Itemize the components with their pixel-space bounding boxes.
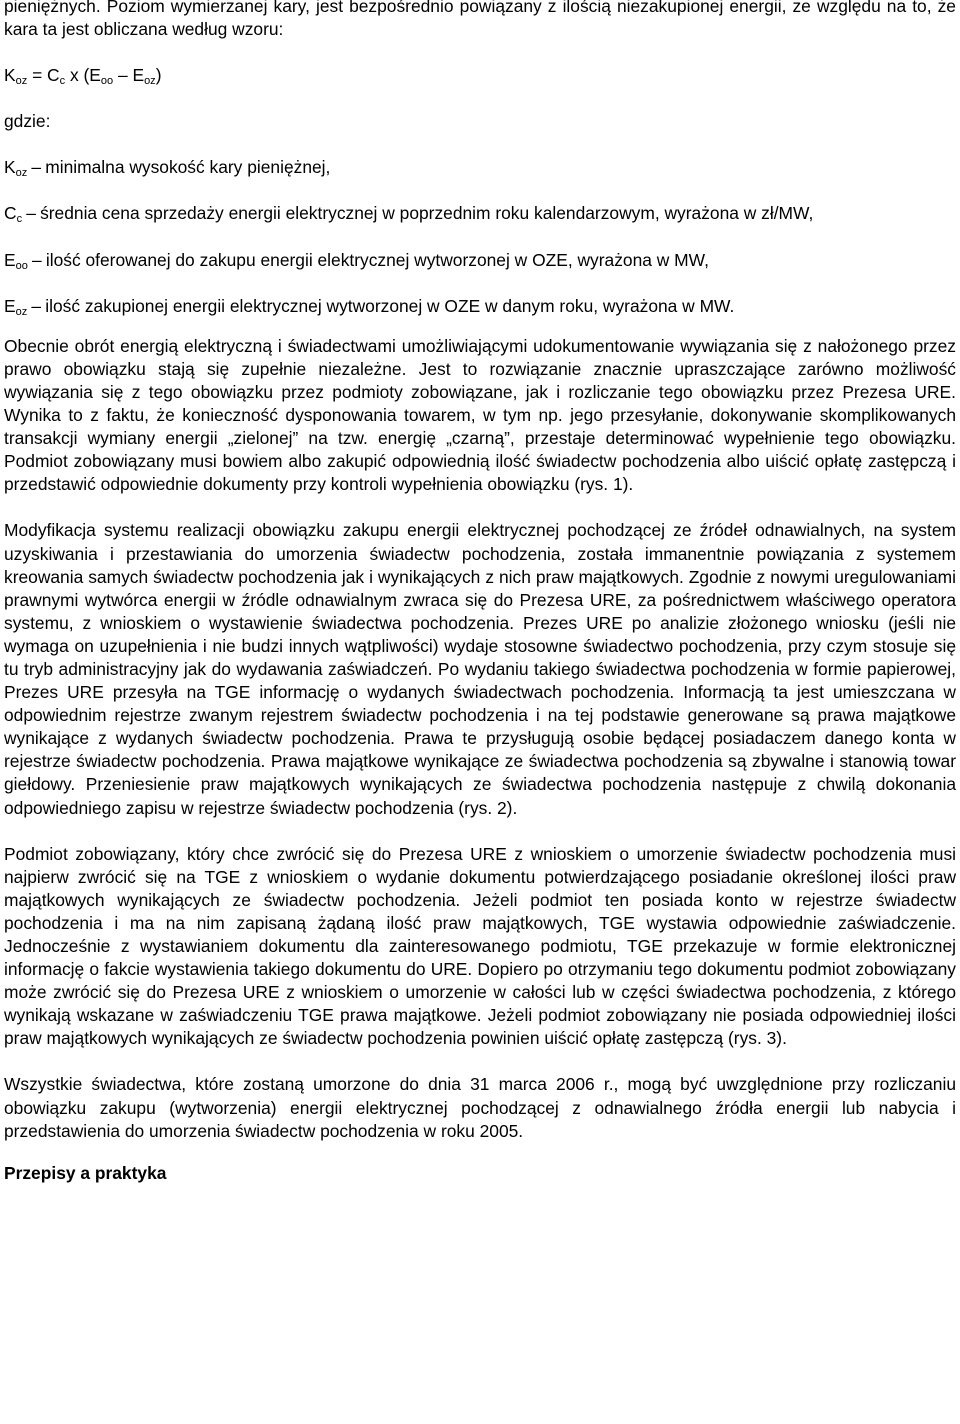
intro-line-2: względu na to, że kara ta jest obliczana według wzoru: [4, 0, 956, 40]
paragraph-obligated-entity: Podmiot zobowiązany, który chce zwrócić się do Prezesa URE z wnioskiem o umorzenie świadectw pochodzenia musi najpierw zwrócić się na TGE z wnioskiem o wydanie dokumentu potwierdzającego posiadanie określonej ilości praw majątkowych wynikających ze świadectw pochodzenia. Jeżeli podmiot ten posiada konto w rejestrze świadectw pochodzenia i ma na nim zapisaną żądaną ilość praw majątkowych, TGE wystawia odpowiednie zaświadczenie. Jednocześnie z wystawianiem dokumentu dla zainteresowanego podmiotu, TGE przekazuje w formie elektronicznej informację o fakcie wystawienia takiego dokumentu do URE. Dopiero po otrzymaniu tego dokumentu podmiot zobowiązany może zwrócić się do Prezesa URE z wnioskiem o umorzenie w całości lub w części świadectwa pochodzenia, z którego wynikają wskazane w zaświadczeniu TGE prawa majątkowe. Jeżeli podmiot zobowiązany nie posiada odpowiedniej ilości praw majątkowych wynikających ze świadectw pochodzenia powinien uiścić opłatę zastępczą (rys. 3). [4, 843, 956, 1049]
definition-c-c: $C_c$ – średnia cena sprzedaży energii elektrycznej w poprzednim roku kalendarzowym, wyrażona w zł/MW, [4, 203, 814, 226]
section-heading: Przepisy a praktyka [4, 1162, 167, 1183]
definition-e-oo: $E_{oo}$ – ilość oferowanej do zakupu energii elektrycznej wytworzonej w OZE, wyrażona w MW, [4, 249, 709, 272]
paragraph-all-certificates: Wszystkie świadectwa, które zostaną umorzone do dnia 31 marca 2006 r., mogą być uwzględnione przy rozliczaniu obowiązku zakupu (wytworzenia) energii elektrycznej pochodzącej z odnawialnego źródła energii lub nabycia i przedstawienia do umorzenia świadectw pochodzenia w roku 2005. [4, 1074, 956, 1141]
intro-paragraph [4, 0, 956, 41]
definition-k-oz: $K_{oz}$ – minimalna wysokość kary pieniężnej, [4, 157, 331, 180]
paragraph-system-modification: Modyfikacja systemu realizacji obowiązku zakupu energii elektrycznej pochodzącej ze źródeł odnawialnych, na system uzyskiwania i przestawiania do umorzenia świadectw pochodzenia, została immanentnie powiązania z systemem kreowania samych świadectw pochodzenia jak i wynikających z nich praw majątkowych. Zgodnie z nowymi uregulowaniami prawnymi wytwórca energii w źródle odnawialnym zwraca się do Prezesa URE, za pośrednictwem właściwego operatora systemu, z wnioskiem o wystawienie świadectwa pochodzenia. Prezes URE po analizie złożonego wniosku (jeśli nie wymaga on uzupełnienia i nie budzi innych wątpliwości) wydaje stosowne świadectwo pochodzenia, przy czym stosuje się tu tryb administracyjny jak do wydawania zaświadczeń. Po wydaniu takiego świadectwa pochodzenia w formie papierowej, Prezes URE przesyła na TGE informację o wydanych świadectwach pochodzenia. Informacją ta jest umieszczana w odpowiednim rejestrze zwanym rejestrem świadectw pochodzenia i na tej podstawie generowane są prawa majątkowe wynikające z wydanych świadectw pochodzenia. Prawa te przysługują osobie będącej posiadaczem danego konta w rejestrze świadectw pochodzenia. Prawa majątkowe wynikające ze świadectwa pochodzenia są zbywalne i stanowią towar giełdowy. Przeniesienie praw majątkowych wynikających ze świadectwa pochodzenia następuje z chwilą dokonania odpowiedniego zapisu w rejestrze świadectw pochodzenia (rys. 2). [4, 520, 956, 818]
intro-line-1: pieniężnych. Poziom wymierzanej kary, jest bezpośrednio powiązany z ilością niezakupionej energii, ze [4, 0, 811, 16]
penalty-formula: $K_{oz} = C_c$ x $(E_{oo} - E_{oz})$ [4, 65, 162, 88]
definition-e-oz: $E_{oz}$ – ilość zakupionej energii elektrycznej wytworzonej w OZE w danym roku, wyrażona w MW. [4, 295, 735, 318]
where-label: gdzie: [4, 111, 51, 132]
paragraph-certificates-trading: Obecnie obrót energią elektryczną i świadectwami umożliwiającymi udokumentowanie wywiązania się z nałożonego przez prawo obowiązku stają się zupełnie niezależne. Jest to rozwiązanie znacznie upraszczające zarówno możliwość wywiązania się z tego obowiązku przez podmioty zobowiązane, jak i rozliczanie tego obowiązku przez Prezesa URE. Wynika to z faktu, że konieczność dysponowania towarem, w tym np. jego przesyłanie, dokonywanie skomplikowanych transakcji wymiany energii „zielonej” na tzw. energię „czarną”, przestaje determinować wypełnienie tego obowiązku. Podmiot zobowiązany musi bowiem albo zakupić odpowiednią ilość świadectw pochodzenia albo uiścić opłatę zastępczą i przedstawić odpowiednie dokumenty przy kontroli wypełnienia obowiązku (rys. 1). [4, 335, 956, 495]
